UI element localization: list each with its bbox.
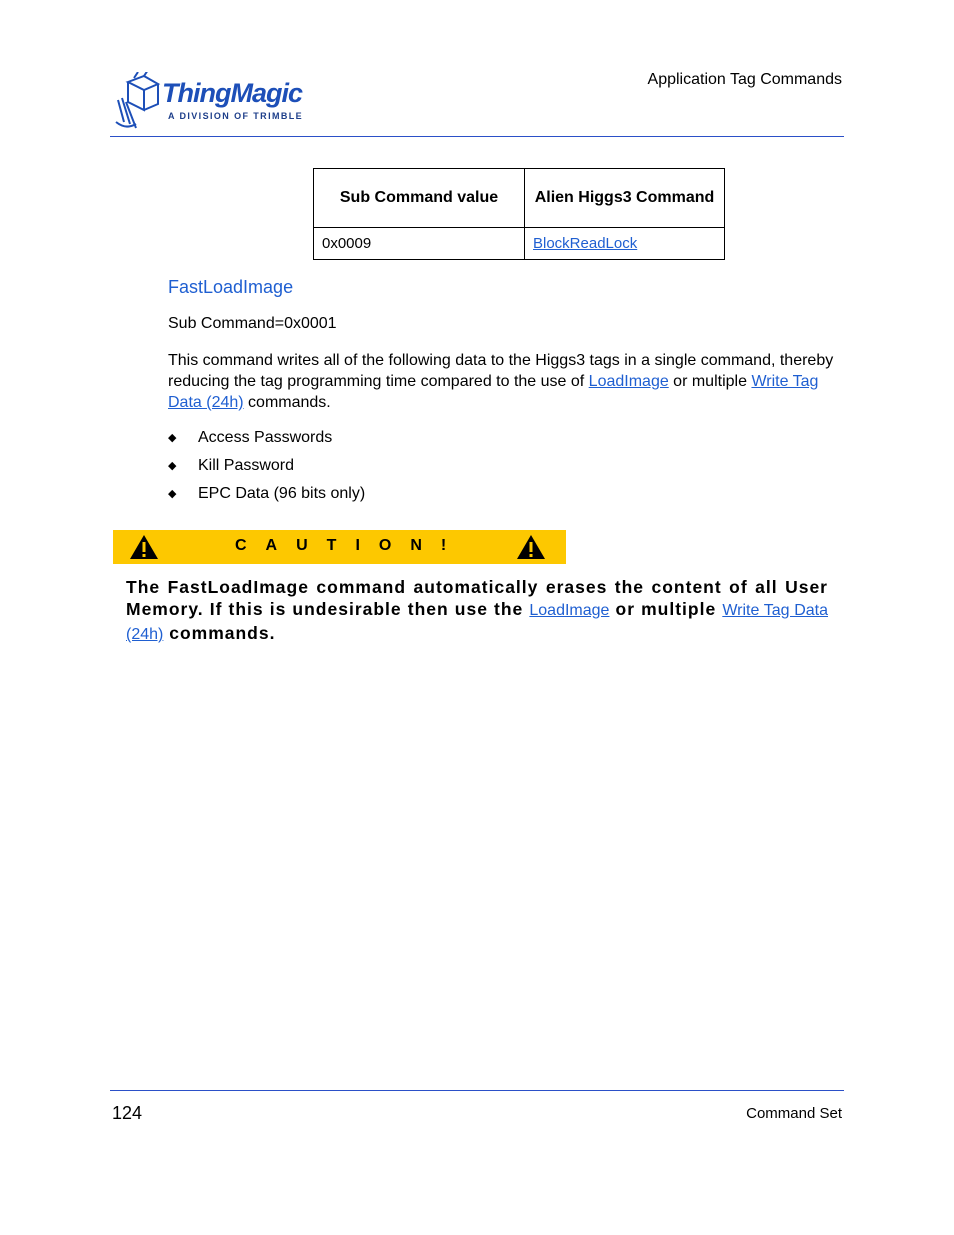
sub-command-text: Sub Command=0x0001: [168, 315, 337, 332]
header-rule: [110, 136, 844, 137]
caution-banner: [113, 530, 566, 564]
list-item-text: Access Passwords: [198, 429, 333, 446]
paragraph-text: commands.: [243, 394, 331, 411]
description-paragraph: [168, 350, 844, 413]
caution-text: commands.: [163, 623, 276, 643]
write-tag-data-link[interactable]: Write Tag Data (24h): [168, 373, 819, 411]
header-title: Application Tag Commands: [647, 71, 842, 88]
warning-icon: [129, 534, 159, 560]
paragraph-text: This command writes all of the following data to the Higgs3 tags in a single command, thereby reducing the tag programming time compared to the use of: [168, 352, 834, 390]
footer-rule: [110, 1090, 844, 1091]
caution-label: CAUTION!: [235, 537, 466, 554]
list-item-text: EPC Data (96 bits only): [198, 485, 366, 502]
section-title: FastLoadImage: [168, 277, 294, 297]
loadimage-link[interactable]: LoadImage: [588, 373, 669, 390]
sub-command-table: [313, 168, 725, 260]
caution-message: [126, 576, 828, 646]
page-number: 124: [112, 1103, 143, 1123]
list-item: [168, 484, 365, 512]
caution-text: or multiple: [609, 599, 723, 619]
table-cell-command: [525, 228, 725, 260]
list-item-text: Kill Password: [198, 457, 295, 474]
thingmagic-logo: [114, 70, 314, 132]
footer-title: Command Set: [746, 1105, 842, 1122]
logo-icon: [114, 72, 162, 132]
loadimage-link[interactable]: LoadImage: [529, 602, 610, 619]
blockreadlock-link[interactable]: BlockReadLock: [533, 235, 638, 252]
diamond-bullet-icon: ◆: [168, 460, 177, 472]
write-tag-data-link[interactable]: Write Tag Data (24h): [126, 602, 829, 643]
table-header-row: [314, 169, 725, 228]
paragraph-text: or multiple: [668, 373, 752, 390]
list-item: [168, 456, 365, 484]
table-header-cell: Sub Command value: [314, 169, 525, 228]
brand-name: ThingMagic: [162, 78, 302, 108]
caution-text: The FastLoadImage command automatically erases the content of all User Memory. If this is undesirable then use the: [126, 577, 828, 619]
table-row: [314, 228, 725, 260]
diamond-bullet-icon: ◆: [168, 432, 177, 444]
data-list: [168, 428, 365, 512]
brand-tagline: A DIVISION OF TRIMBLE: [168, 111, 304, 121]
list-item: [168, 428, 365, 456]
table-cell-value: 0x0009: [314, 228, 525, 260]
diamond-bullet-icon: ◆: [168, 488, 177, 500]
table-header-cell: Alien Higgs3 Command: [525, 169, 725, 228]
warning-icon: [516, 534, 546, 560]
